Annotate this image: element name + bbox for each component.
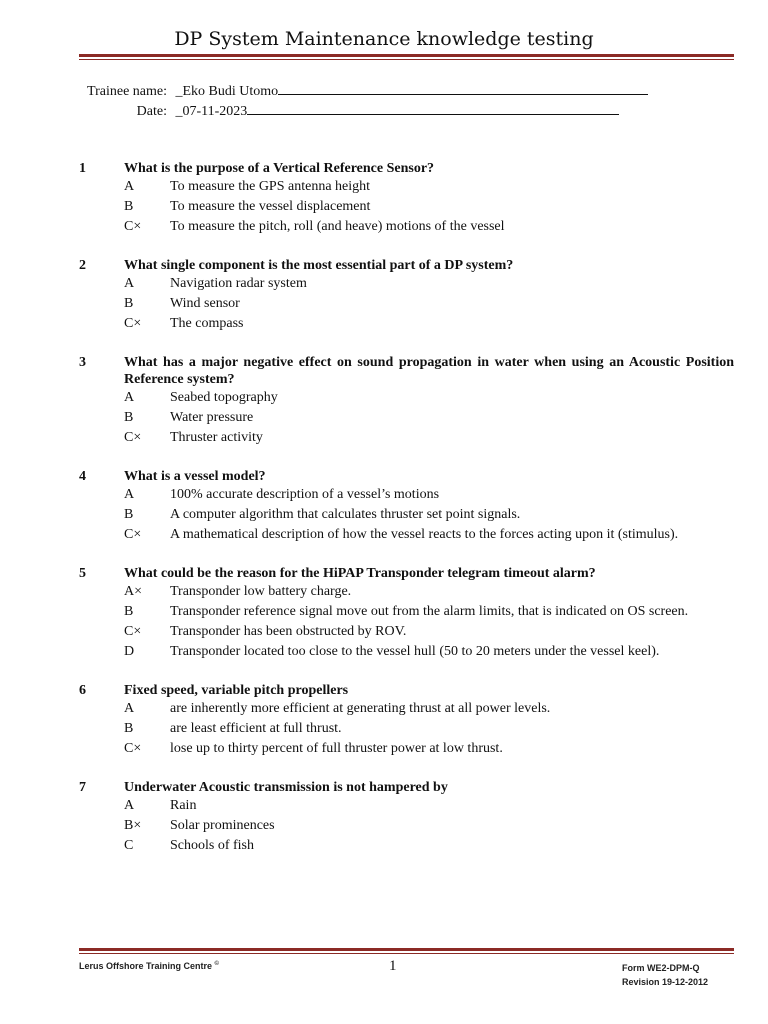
question-number: 4 <box>79 469 86 484</box>
question-text: What has a major negative effect on sound propagation in water when using an Acoustic Position Reference system? <box>124 355 734 387</box>
option-text: Transponder reference signal move out from the alarm limits, that is indicated on OS screen. <box>170 604 689 619</box>
option-letter: B <box>124 296 134 311</box>
answer-option <box>79 525 734 545</box>
footer-rule-thick <box>79 948 734 951</box>
option-letter: A× <box>124 584 143 599</box>
option-indent <box>79 582 124 602</box>
option-letter: A <box>124 179 135 194</box>
date-label: Date: <box>136 104 167 119</box>
option-text: Seabed topography <box>170 390 278 405</box>
answer-option <box>79 796 734 816</box>
answer-option <box>79 642 734 662</box>
option-text: are inherently more efficient at generating thrust at all power levels. <box>170 701 551 716</box>
option-indent <box>79 274 124 294</box>
option-text: Rain <box>170 798 197 813</box>
question-row <box>79 468 734 485</box>
option-letter: A <box>124 798 135 813</box>
option-text: Transponder has been obstructed by ROV. <box>170 624 407 639</box>
trainee-info <box>79 81 648 121</box>
option-letter: C× <box>124 316 142 331</box>
trainee-name-underline <box>278 81 648 95</box>
option-text: To measure the vessel displacement <box>170 199 371 214</box>
option-text: Schools of fish <box>170 838 254 853</box>
answer-option <box>79 505 734 525</box>
option-letter: D <box>124 644 135 659</box>
question-number: 3 <box>79 355 86 370</box>
question-number: 5 <box>79 566 86 581</box>
option-letter: B× <box>124 818 142 833</box>
footer-organization <box>79 961 219 971</box>
question-text: What could be the reason for the HiPAP Transponder telegram timeout alarm? <box>124 566 596 581</box>
option-indent <box>79 314 124 334</box>
option-letter: C <box>124 838 134 853</box>
option-indent <box>79 388 124 408</box>
revision-date: Revision 19-12-2012 <box>622 977 709 987</box>
question-1 <box>79 160 734 237</box>
option-text: Transponder low battery charge. <box>170 584 352 599</box>
option-indent <box>79 294 124 314</box>
option-indent <box>79 177 124 197</box>
option-indent <box>79 525 124 545</box>
option-text: A computer algorithm that calculates thruster set point signals. <box>170 507 521 522</box>
answer-option <box>79 836 734 856</box>
header-rule-thick <box>79 54 734 57</box>
option-letter: A <box>124 701 135 716</box>
date-underline <box>247 101 619 115</box>
question-row <box>79 779 734 796</box>
form-info <box>622 961 708 989</box>
trainee-name-value: _Eko Budi Utomo <box>175 84 279 99</box>
answer-option <box>79 719 734 739</box>
question-number: 6 <box>79 683 86 698</box>
question-list <box>79 160 734 876</box>
answer-option <box>79 582 734 602</box>
question-text: What single component is the most essential part of a DP system? <box>124 258 514 273</box>
option-indent <box>79 485 124 505</box>
answer-option <box>79 217 734 237</box>
answer-option <box>79 428 734 448</box>
date-row <box>79 101 648 121</box>
question-number: 7 <box>79 780 86 795</box>
question-2 <box>79 257 734 334</box>
organization-name: Lerus Offshore Training Centre <box>79 961 213 971</box>
question-text: What is a vessel model? <box>124 469 266 484</box>
answer-option <box>79 485 734 505</box>
option-letter: B <box>124 721 134 736</box>
question-row <box>79 354 734 388</box>
answer-option <box>79 274 734 294</box>
option-text: Solar prominences <box>170 818 275 833</box>
question-6 <box>79 682 734 759</box>
question-text: What is the purpose of a Vertical Reference Sensor? <box>124 161 435 176</box>
question-7 <box>79 779 734 856</box>
question-text: Underwater Acoustic transmission is not hampered by <box>124 780 448 795</box>
option-text: Wind sensor <box>170 296 240 311</box>
option-letter: C× <box>124 741 142 756</box>
option-indent <box>79 816 124 836</box>
option-letter: C× <box>124 624 142 639</box>
option-text: Transponder located too close to the vessel hull (50 to 20 meters under the vessel keel). <box>170 644 660 659</box>
option-indent <box>79 699 124 719</box>
option-text: Water pressure <box>170 410 254 425</box>
trainee-name-label: Trainee name: <box>87 84 167 99</box>
option-letter: A <box>124 487 135 502</box>
option-indent <box>79 408 124 428</box>
option-text: lose up to thirty percent of full thruster power at low thrust. <box>170 741 503 756</box>
option-text: 100% accurate description of a vessel’s motions <box>170 487 440 502</box>
question-4 <box>79 468 734 545</box>
question-text: Fixed speed, variable pitch propellers <box>124 683 349 698</box>
question-number: 2 <box>79 258 86 273</box>
answer-option <box>79 739 734 759</box>
answer-option <box>79 177 734 197</box>
header-rule-thin <box>79 59 734 60</box>
option-letter: C× <box>124 219 142 234</box>
answer-option <box>79 816 734 836</box>
option-indent <box>79 505 124 525</box>
option-indent <box>79 217 124 237</box>
question-5 <box>79 565 734 662</box>
question-row <box>79 565 734 582</box>
option-text: A mathematical description of how the vessel reacts to the forces acting upon it (stimulus). <box>170 527 679 542</box>
option-letter: C× <box>124 527 142 542</box>
option-indent <box>79 622 124 642</box>
answer-option <box>79 699 734 719</box>
option-indent <box>79 796 124 816</box>
option-letter: B <box>124 507 134 522</box>
answer-option <box>79 294 734 314</box>
option-indent <box>79 719 124 739</box>
answer-option <box>79 388 734 408</box>
question-3 <box>79 354 734 448</box>
page-number: 1 <box>389 958 397 974</box>
page-title: DP System Maintenance knowledge testing <box>174 28 594 50</box>
option-letter: B <box>124 604 134 619</box>
date-value: _07-11-2023 <box>175 104 248 119</box>
copyright-mark: © <box>214 961 219 967</box>
answer-option <box>79 602 734 622</box>
option-indent <box>79 428 124 448</box>
option-text: are least efficient at full thrust. <box>170 721 342 736</box>
option-letter: A <box>124 276 135 291</box>
trainee-name-row <box>79 81 648 101</box>
option-text: The compass <box>170 316 244 331</box>
footer-rule-thin <box>79 953 734 954</box>
option-letter: C× <box>124 430 142 445</box>
option-indent <box>79 836 124 856</box>
option-indent <box>79 197 124 217</box>
answer-option <box>79 622 734 642</box>
answer-option <box>79 408 734 428</box>
question-row <box>79 682 734 699</box>
option-text: To measure the GPS antenna height <box>170 179 371 194</box>
answer-option <box>79 314 734 334</box>
question-row <box>79 160 734 177</box>
form-id: Form WE2-DPM-Q <box>622 963 700 973</box>
option-indent <box>79 739 124 759</box>
option-text: To measure the pitch, roll (and heave) motions of the vessel <box>170 219 505 234</box>
option-letter: B <box>124 410 134 425</box>
option-letter: B <box>124 199 134 214</box>
question-number: 1 <box>79 161 86 176</box>
question-row <box>79 257 734 274</box>
answer-option <box>79 197 734 217</box>
option-indent <box>79 642 124 662</box>
option-text: Navigation radar system <box>170 276 307 291</box>
option-text: Thruster activity <box>170 430 263 445</box>
option-letter: A <box>124 390 135 405</box>
option-indent <box>79 602 124 622</box>
